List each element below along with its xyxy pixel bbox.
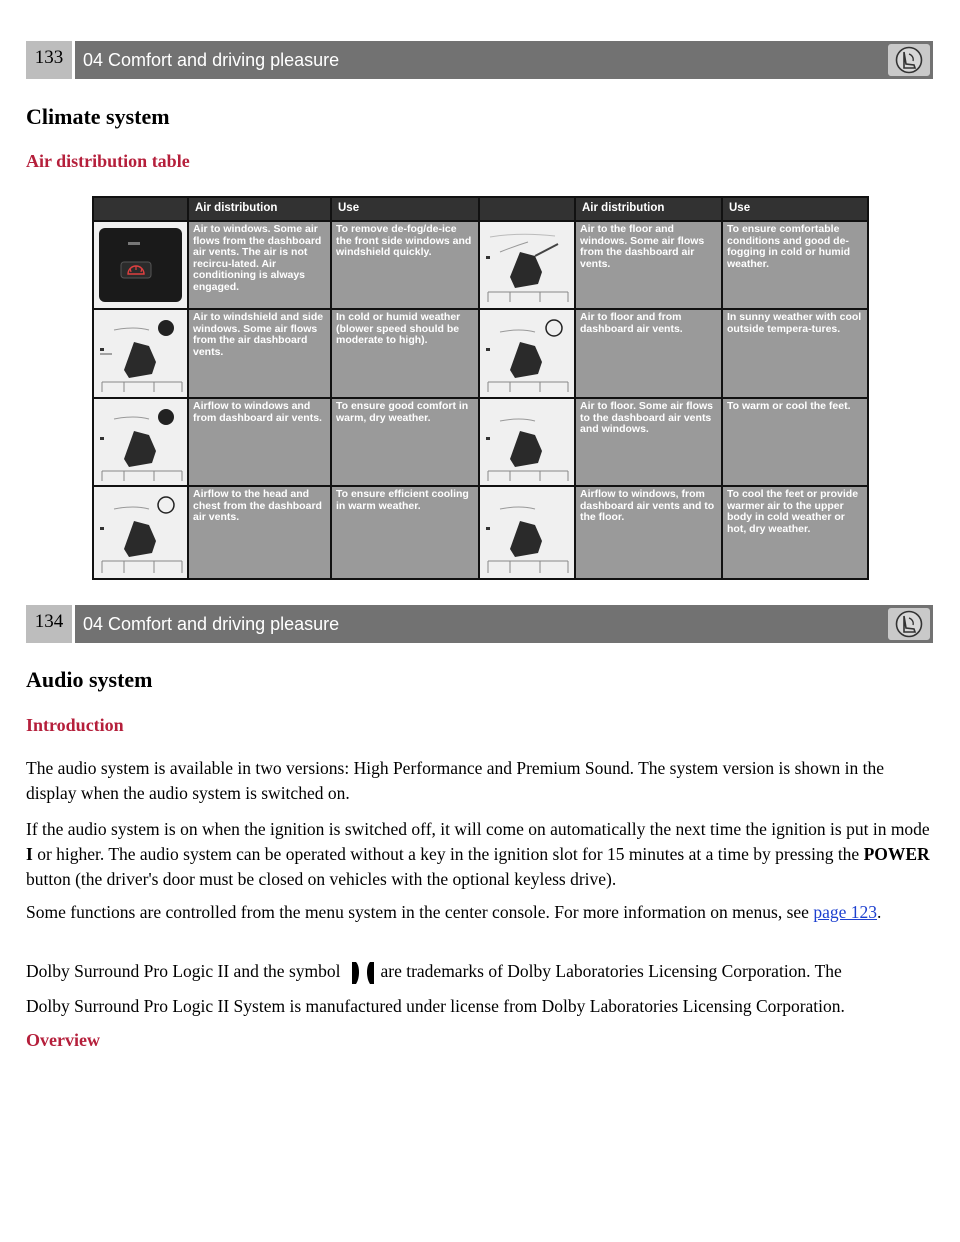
- seat-icon: [888, 608, 930, 640]
- table-cell: To cool the feet or provide warmer air to the upper body in cold weather or hot, dry weather.: [723, 487, 867, 578]
- airflow-icon: [480, 399, 574, 485]
- page-link[interactable]: page 123: [813, 902, 877, 922]
- section-title-text: 04 Comfort and driving pleasure: [83, 49, 340, 70]
- text: If the audio system is on when the ignition is switched off, it will come on automatically the next time the ignition is put in mode: [26, 819, 930, 839]
- section-title: [75, 41, 933, 79]
- table-cell: Air to windows. Some air flows from the dashboard air vents. The air is not recircu-lated. Air conditioning is always engaged.: [189, 222, 330, 308]
- table-cell: To ensure comfortable conditions and good de-fogging in cold or humid weather.: [723, 222, 867, 308]
- table-cell: Airflow to windows and from dashboard air vents.: [189, 399, 330, 485]
- power-label: POWER: [863, 844, 930, 864]
- table-header-empty-left: [94, 198, 187, 220]
- table-cell: To remove de-fog/de-ice the front side windows and windshield quickly.: [332, 222, 478, 308]
- paragraph: [26, 900, 934, 925]
- page-header-133: [26, 41, 933, 79]
- subheading-air-distribution: Air distribution table: [26, 151, 190, 171]
- paragraph: The audio system is available in two versions: High Performance and Premium Sound. The system version is shown in the display when the audio system is switched on.: [26, 758, 885, 803]
- table-cell: Air to floor and from dashboard air vents.: [576, 310, 721, 397]
- table-header-use-2: Use: [723, 198, 867, 220]
- table-cell: Airflow to windows, from dashboard air vents and to the floor.: [576, 487, 721, 578]
- air-distribution-table: [92, 196, 869, 580]
- table-header-use: Use: [332, 198, 478, 220]
- dolby-logo-icon: [350, 960, 376, 993]
- table-cell: Air to windshield and side windows. Some air flows from the air dashboard vents.: [189, 310, 330, 397]
- mode-label: I: [26, 844, 33, 864]
- airflow-icon: [94, 399, 187, 485]
- text: or higher. The audio system can be operated without a key in the ignition slot for 15 minutes at a time by pressing the: [32, 844, 864, 864]
- page-title: Climate system: [26, 104, 170, 129]
- table-cell: To warm or cool the feet.: [723, 399, 867, 485]
- page-title: Audio system: [26, 667, 153, 692]
- table-header-air-distribution: Air distribution: [189, 198, 330, 220]
- subheading-overview: Overview: [26, 1030, 100, 1050]
- defrost-icon: [94, 222, 187, 308]
- seat-icon: [888, 44, 930, 76]
- text: Dolby Surround Pro Logic II and the symbol: [26, 961, 341, 981]
- page-number: 134: [26, 605, 72, 643]
- table-cell: Air to floor. Some air flows to the dashboard air vents and windows.: [576, 399, 721, 485]
- page-number: 133: [26, 41, 72, 79]
- airflow-icon: [480, 222, 574, 308]
- table-cell: Airflow to the head and chest from the dashboard air vents.: [189, 487, 330, 578]
- table-cell: Air to the floor and windows. Some air flows from the dashboard air vents.: [576, 222, 721, 308]
- table-header-air-distribution-2: Air distribution: [576, 198, 721, 220]
- page-header-134: [26, 605, 933, 643]
- text: .: [876, 902, 882, 922]
- text: Some functions are controlled from the menu system in the center console. For more information on menus, see: [26, 902, 814, 922]
- airflow-icon: [94, 487, 187, 578]
- paragraph: Dolby Surround Pro Logic II System is manufactured under license from Dolby Laboratories Licensing Corporation.: [26, 996, 845, 1016]
- table-cell: In cold or humid weather (blower speed should be moderate to high).: [332, 310, 478, 397]
- section-title-text: 04 Comfort and driving pleasure: [83, 613, 340, 634]
- section-title: [75, 605, 933, 643]
- paragraph: [26, 817, 934, 892]
- text: button (the driver's door must be closed on vehicles with the optional keyless drive).: [26, 869, 617, 889]
- table-header-empty-right: [480, 198, 574, 220]
- table-cell: In sunny weather with cool outside tempera-tures.: [723, 310, 867, 397]
- paragraph: [26, 959, 934, 993]
- subheading-introduction: Introduction: [26, 715, 124, 735]
- table-cell: To ensure good comfort in warm, dry weather.: [332, 399, 478, 485]
- airflow-icon: [480, 487, 574, 578]
- table-cell: To ensure efficient cooling in warm weather.: [332, 487, 478, 578]
- airflow-icon: [94, 310, 187, 397]
- text: are trademarks of Dolby Laboratories Licensing Corporation. The: [380, 961, 842, 981]
- airflow-icon: [480, 310, 574, 397]
